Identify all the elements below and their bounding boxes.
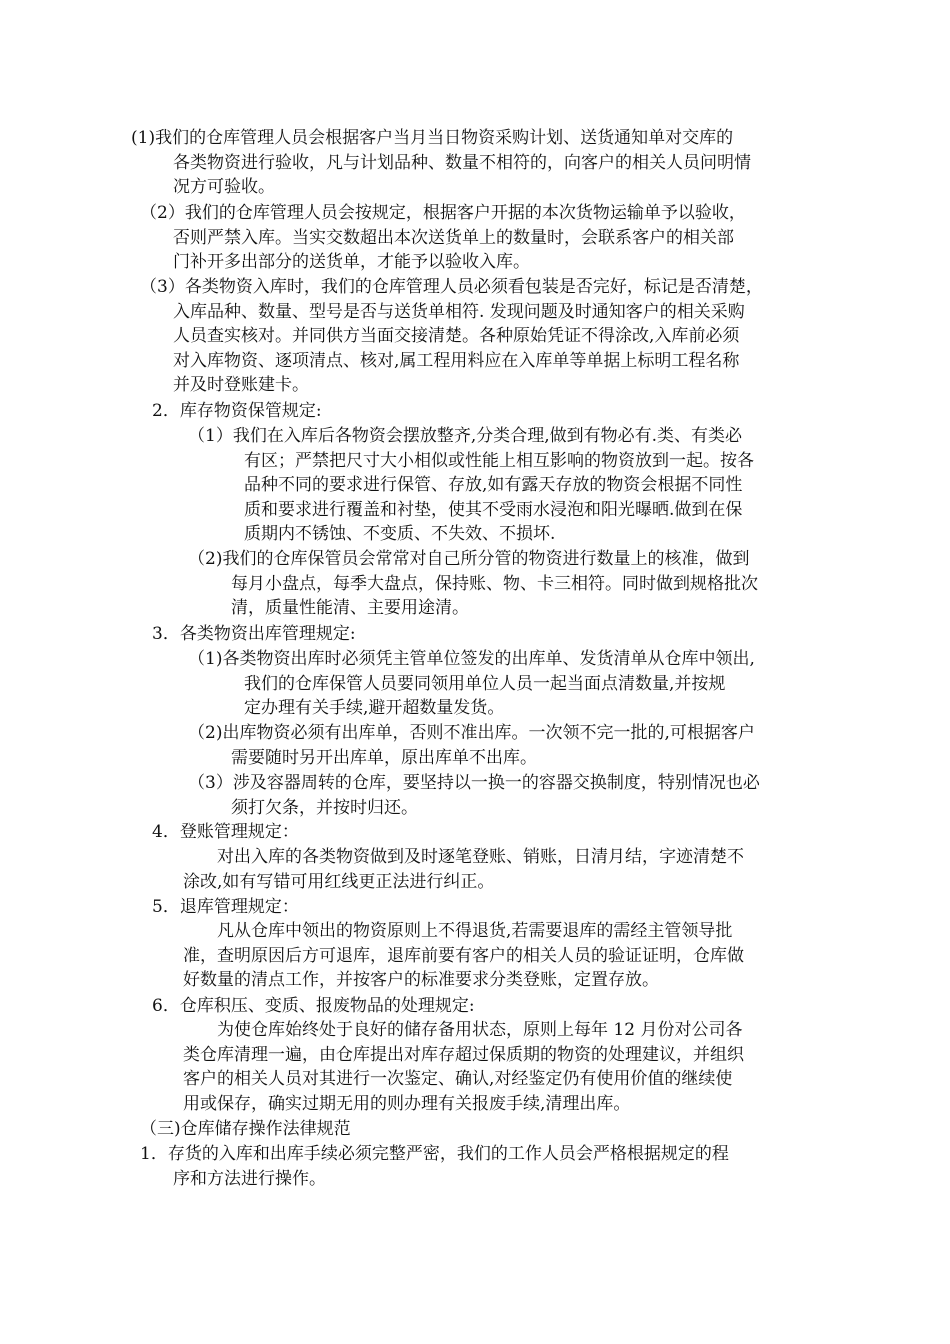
paragraph-outbound-1 [188, 647, 755, 721]
text-line: 客户的相关人员对其进行一次鉴定、确认,对经鉴定仍有使用价值的继续使 [183, 1069, 733, 1089]
text-line: 对出入库的各类物资做到及时逐笔登账、销账，日清月结，字迹清楚不 [217, 847, 744, 867]
text-line: 我们的仓库保管人员要同领用单位人员一起当面点清数量,并按规 [244, 673, 726, 694]
paragraph-returns [183, 919, 744, 993]
heading-text: 6．仓库积压、变质、报废物品的处理规定: [152, 996, 475, 1016]
text-line: 用或保存，确实过期无用的则办理有关报废手续,清理出库。 [183, 1093, 631, 1114]
text-line: 有区；严禁把尺寸大小相似或性能上相互影响的物资放到一起。按各 [244, 450, 754, 471]
text-line: 定办理有关手续,避开超数量发货。 [244, 698, 505, 718]
text-line: (1)我们的仓库管理人员会根据客户当月当日物资采购计划、送货通知单对交库的 [131, 128, 734, 148]
section-heading-accounts [152, 820, 299, 845]
text-line: 对入库物资、逐项清点、核对,属工程用料应在入库单等单据上标明工程名称 [173, 350, 740, 371]
text-line: 并及时登账建卡。 [173, 375, 309, 395]
text-line: 涂改,如有写错可用红线更正法进行纠正。 [183, 871, 495, 892]
paragraph-inbound-3 [140, 275, 763, 398]
text-line: 1．存货的入库和出库手续必须完整严密，我们的工作人员会严格根据规定的程 [140, 1144, 729, 1164]
paragraph-legal-1 [140, 1142, 729, 1191]
text-line: 准，查明原因后方可退库，退库前要有客户的相关人员的验证证明，仓库做 [183, 945, 744, 966]
text-line: 序和方法进行操作。 [173, 1168, 326, 1189]
paragraph-storage-2 [188, 547, 758, 621]
paragraph-outbound-3 [188, 771, 760, 820]
text-line: 人员查实核对。并同供方当面交接清楚。各种原始凭证不得涂改,入库前必须 [173, 326, 740, 346]
paragraph-storage-1 [188, 424, 754, 547]
text-line: （1)各类物资出库时必须凭主管单位签发的出库单、发货清单从仓库中领出, [188, 649, 755, 669]
section-heading-storage [152, 399, 322, 424]
paragraph-inbound-1 [131, 126, 751, 200]
text-line: 须打欠条，并按时归还。 [231, 797, 418, 818]
paragraph-accounts [183, 845, 744, 894]
paragraph-disposal [183, 1018, 744, 1116]
text-line: （3）涉及容器周转的仓库，要坚持以一换一的容器交换制度，特别情况也必 [188, 773, 760, 793]
section-heading-outbound [152, 622, 356, 647]
text-line: 门补开多出部分的送货单，才能予以验收入库。 [173, 252, 530, 272]
text-line: 质期内不锈蚀、不变质、不失效、不损坏. [244, 524, 556, 544]
heading-text: （三)仓库储存操作法律规范 [140, 1119, 351, 1139]
text-line: 入库品种、数量、型号是否与送货单相符. 发现问题及时通知客户的相关采购 [173, 301, 745, 322]
heading-text: 4．登账管理规定： [152, 822, 299, 842]
text-line: 清，质量性能清、主要用途清。 [231, 598, 469, 618]
section-heading-disposal [152, 994, 475, 1019]
text-line: （2）我们的仓库管理人员会按规定，根据客户开据的本次货物运输单予以验收， [140, 203, 746, 223]
text-line: 为使仓库始终处于良好的储存备用状态，原则上每年 12 月份对公司各 [217, 1020, 743, 1040]
text-line: （1）我们在入库后各物资会摆放整齐,分类合理,做到有物必有.类、有类必 [188, 426, 743, 446]
text-line: （2)我们的仓库保管员会常常对自己所分管的物资进行数量上的核准，做到 [188, 549, 750, 569]
text-line: 好数量的清点工作，并按客户的标准要求分类登账，定置存放。 [183, 970, 659, 990]
text-line: 品种不同的要求进行保管、存放,如有露天存放的物资会根据不同性 [244, 475, 743, 495]
text-line: 况方可验收。 [173, 177, 275, 197]
paragraph-outbound-2 [188, 721, 755, 770]
text-line: 否则严禁入库。当实交数超出本次送货单上的数量时，会联系客户的相关部 [173, 227, 734, 248]
text-line: 需要随时另开出库单，原出库单不出库。 [231, 747, 537, 768]
heading-text: 3．各类物资出库管理规定: [152, 624, 356, 644]
text-line: 类仓库清理一遍，由仓库提出对库存超过保质期的物资的处理建议，并组织 [183, 1044, 744, 1065]
text-line: （2)出库物资必须有出库单，否则不准出库。一次领不完一批的,可根据客户 [188, 723, 755, 743]
heading-text: 5．退库管理规定： [152, 897, 299, 917]
text-line: 凡从仓库中领出的物资原则上不得退货,若需要退库的需经主管领导批 [217, 921, 733, 941]
heading-text: 2．库存物资保管规定: [152, 401, 322, 421]
text-line: （3）各类物资入库时，我们的仓库管理人员必须看包装是否完好，标记是否清楚， [140, 277, 763, 297]
text-line: 质和要求进行覆盖和衬垫，使其不受雨水浸泡和阳光曝晒.做到在保 [244, 499, 743, 520]
text-line: 每月小盘点，每季大盘点，保持账、物、卡三相符。同时做到规格批次 [231, 573, 758, 594]
section-heading-legal [140, 1117, 351, 1142]
paragraph-inbound-2 [140, 201, 746, 275]
section-heading-returns [152, 895, 299, 920]
text-line: 各类物资进行验收，凡与计划品种、数量不相符的，向客户的相关人员问明情 [173, 152, 751, 173]
